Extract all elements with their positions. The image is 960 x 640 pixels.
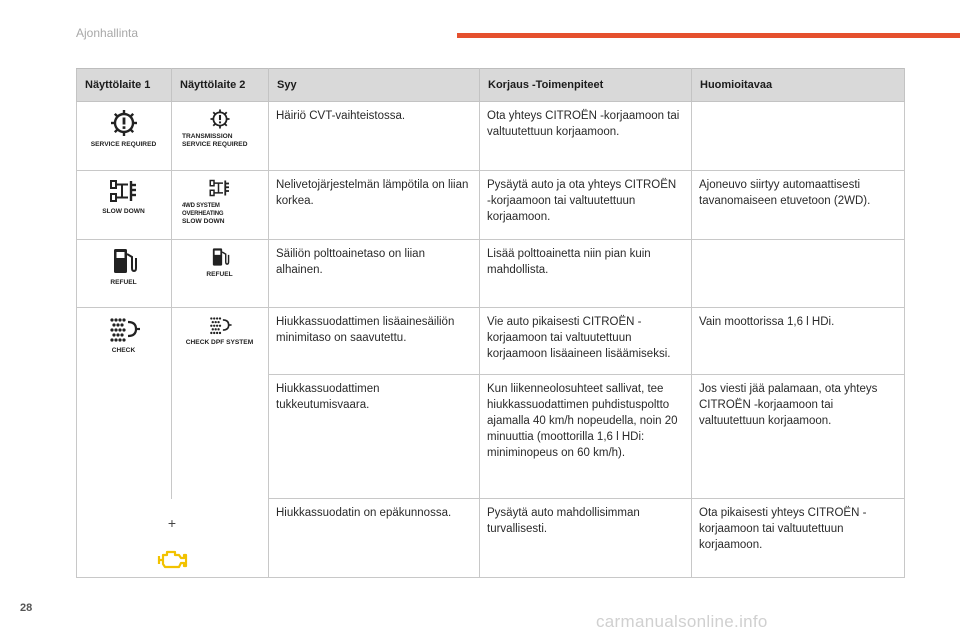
particulate-filter-icon — [207, 314, 233, 336]
display-2-cell — [172, 102, 269, 171]
action-cell: Kun liikenneolosuhteet sallivat, tee hiukkassuodattimen puhdistuspoltto ajamalla 40 km/h nopeudella, noin 20 minuuttia (moottorilla 1,6 l HDi: miniminopeus on 60 km/h). — [480, 375, 692, 499]
note-cell — [692, 102, 905, 171]
action-cell: Pysäytä auto mahdollisimman turvallisesti. — [480, 499, 692, 578]
fuel-pump-icon — [110, 246, 138, 276]
display-2-caption — [179, 202, 260, 226]
table-row — [77, 102, 905, 171]
watermark: carmanualsonline.info — [596, 612, 768, 631]
table-header-row — [77, 69, 905, 102]
page-number: 28 — [20, 602, 33, 614]
display-1-caption: SERVICE REQUIRED — [90, 141, 157, 148]
4wd-system-icon — [208, 177, 232, 199]
engine-warning-icon — [155, 547, 189, 571]
warning-messages-table — [76, 68, 905, 578]
display-1-caption: CHECK — [111, 347, 136, 354]
column-header-note: Huomioitavaa — [692, 69, 905, 102]
display-1-caption: SLOW DOWN — [102, 208, 145, 215]
column-header-cause: Syy — [269, 69, 480, 102]
cause-cell: Hiukkassuodattimen tukkeutumisvaara. — [269, 375, 480, 499]
note-cell: Ajoneuvo siirtyy automaattisesti tavanomaiseen etuvetoon (2WD). — [692, 171, 905, 240]
section-title: Ajonhallinta — [76, 26, 139, 40]
note-cell: Ota pikaisesti yhteys CITROËN -korjaamoon tai valtuutettuun korjaamoon. — [692, 499, 905, 578]
table-row — [77, 499, 905, 578]
display-2-caption: CHECK DPF SYSTEM — [185, 339, 254, 346]
note-cell: Jos viesti jää palamaan, ota yhteys CITROËN -korjaamoon tai valtuutettuun korjaamoon. — [692, 375, 905, 499]
action-cell: Pysäytä auto ja ota yhteys CITROËN -korjaamoon tai valtuutettuun korjaamoon. — [480, 171, 692, 240]
note-cell — [692, 240, 905, 308]
cause-cell: Nelivetojärjestelmän lämpötila on liian korkea. — [269, 171, 480, 240]
column-header-action: Korjaus -Toimenpiteet — [480, 69, 692, 102]
action-cell: Lisää polttoainetta niin pian kuin mahdollista. — [480, 240, 692, 308]
display-1-cell — [77, 240, 172, 308]
display-1-cell — [77, 308, 172, 499]
action-cell: Ota yhteys CITROËN -korjaamoon tai valtuutettuun korjaamoon. — [480, 102, 692, 171]
display-2-caption-line-2: SERVICE REQUIRED — [182, 141, 248, 148]
header-accent-bar — [457, 33, 960, 38]
cause-cell: Hiukkassuodatin on epäkunnossa. — [269, 499, 480, 578]
display-2-caption — [179, 133, 247, 149]
note-cell: Vain moottorissa 1,6 l HDi. — [692, 308, 905, 375]
display-2-cell — [172, 240, 269, 308]
cause-cell: Säiliön polttoainetaso on liian alhainen. — [269, 240, 480, 308]
display-2-caption: REFUEL — [206, 271, 233, 278]
display-2-caption-line-2: SLOW DOWN — [182, 218, 225, 225]
service-gear-icon — [108, 108, 140, 138]
table-row — [77, 240, 905, 308]
display-1-cell — [77, 171, 172, 240]
4wd-system-icon — [108, 177, 140, 205]
display-2-cell — [172, 171, 269, 240]
column-header-display-1: Näyttölaite 1 — [77, 69, 172, 102]
table-row — [77, 171, 905, 240]
action-cell: Vie auto pikaisesti CITROËN -korjaamoon tai valtuutettuun korjaamoon lisäaineen lisäämiseksi. — [480, 308, 692, 375]
service-gear-icon — [208, 108, 232, 130]
particulate-filter-icon — [106, 314, 142, 344]
cause-cell: Hiukkassuodattimen lisäainesäiliön minimitaso on saavutettu. — [269, 308, 480, 375]
display-2-caption-line-1: TRANSMISSION — [182, 133, 233, 140]
plus-sign: + — [167, 514, 177, 531]
display-1-cell — [77, 102, 172, 171]
column-header-display-2: Näyttölaite 2 — [172, 69, 269, 102]
table-row — [77, 308, 905, 375]
display-2-cell — [172, 308, 269, 499]
display-1-caption: REFUEL — [110, 279, 137, 286]
display-2-caption-line-1: 4WD SYSTEM OVERHEATING — [182, 203, 224, 217]
cause-cell: Häiriö CVT-vaihteistossa. — [269, 102, 480, 171]
fuel-pump-icon — [210, 246, 230, 268]
combined-display-cell — [77, 499, 269, 578]
